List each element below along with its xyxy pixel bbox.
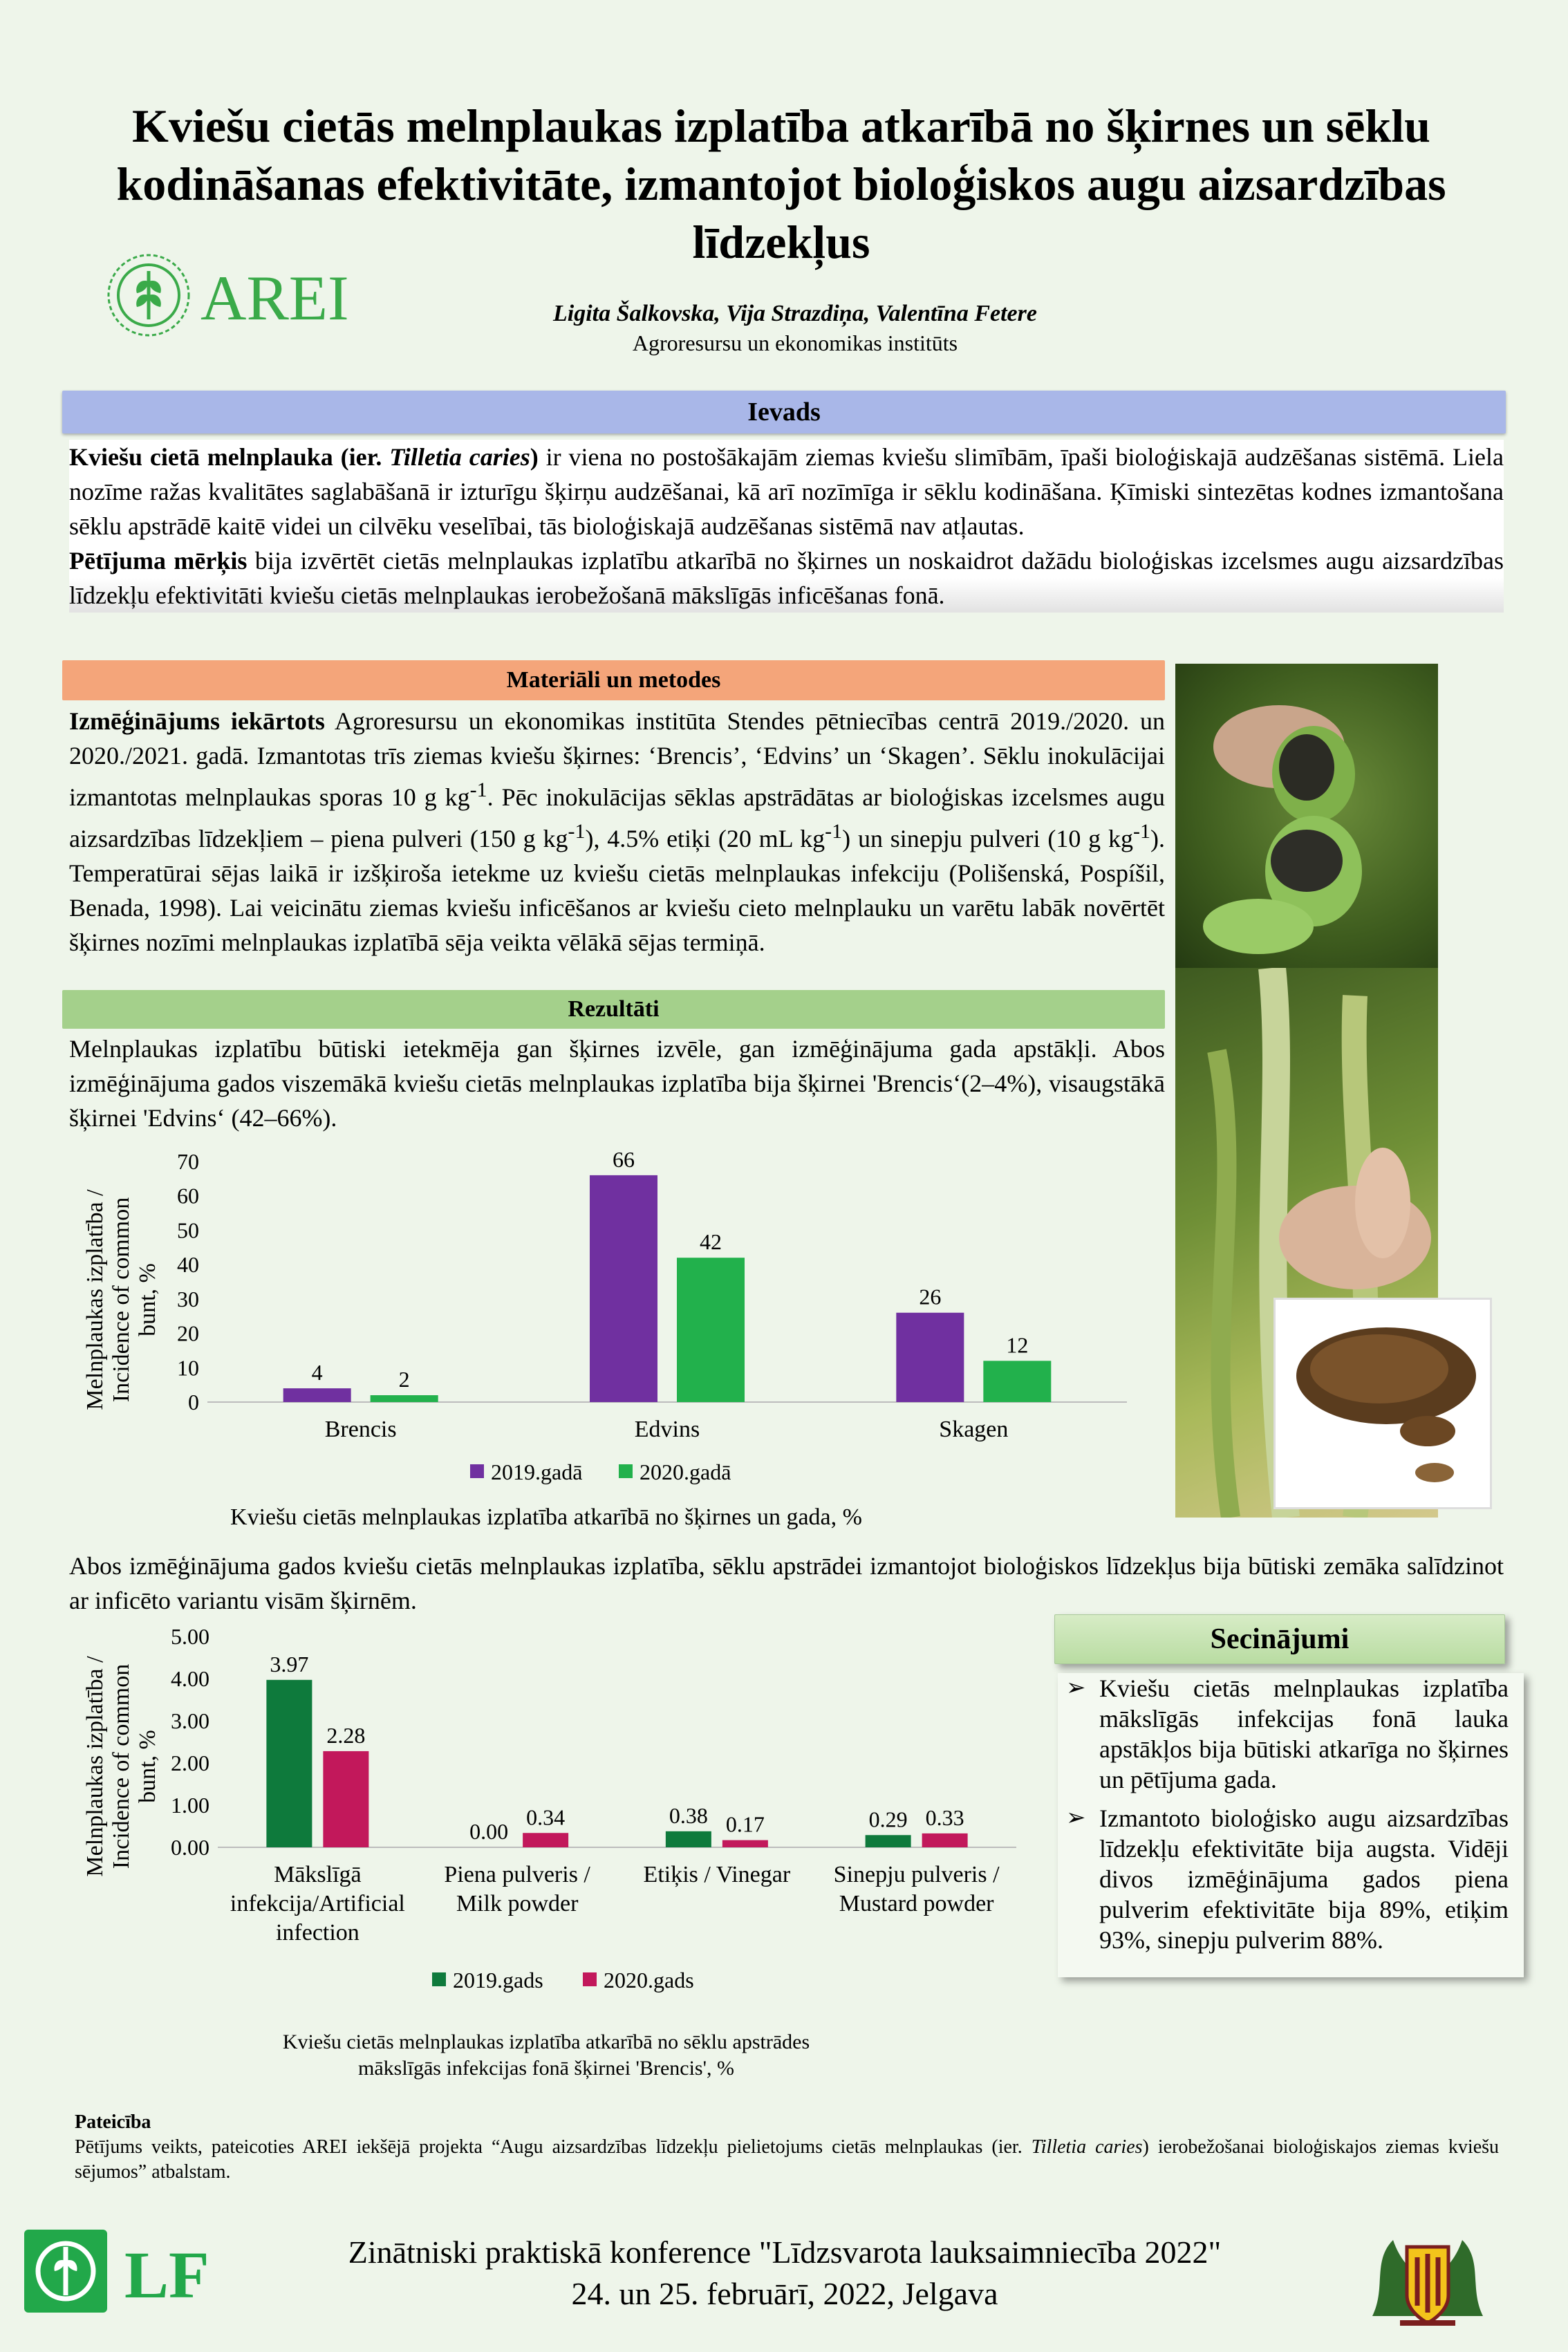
- conclusion-item: [1066, 1803, 1509, 1955]
- x-tick-label: Mākslīgā: [274, 1862, 362, 1887]
- chart1-title: Kviešu cietās melnplaukas izplatība atkarībā no šķirnes un gada, %: [230, 1504, 862, 1530]
- conclusion-item: [1066, 1673, 1509, 1795]
- y-tick-label: 0: [188, 1390, 199, 1415]
- y-tick-label: 4.00: [171, 1666, 209, 1691]
- conclusion-item-text: Izmantoto bioloģisko augu aizsardzības līdzekļu efektivitāte bija augsta. Vidēji divos izmēģinājuma gados piena pulverim efektivitāte bija 89%, etiķim 93%, sinepju pulverim 88%.: [1099, 1804, 1509, 1954]
- y-tick-label: 50: [177, 1217, 199, 1243]
- conclusions-heading-text: Secinājumi: [1210, 1623, 1350, 1655]
- legend-label: 2019.gads: [453, 1968, 543, 1992]
- chart2-ylabel-3: bunt, %: [135, 1730, 160, 1803]
- x-tick-label: Etiķis / Vinegar: [643, 1862, 791, 1887]
- photo-seeds: [1276, 1300, 1490, 1507]
- x-tick-label: Skagen: [939, 1417, 1009, 1442]
- methods-bold: Izmēģinājums iekārtots: [69, 707, 325, 735]
- intro-text: [69, 440, 1504, 613]
- arrow-bullet-icon: ➢: [1066, 1805, 1086, 1831]
- intro-text-1: ir viena no postošākajām ziemas kviešu slimībām, īpaši bioloģiskajā audzēšanas sistēmā. Liela nozīme ražas kvalitātes saglabāšanā ir izturīgu šķirņu audzēšanai, kā arī nozīmīga ir sēklu kodināšana. Ķīmiski sintezētas kodnes izmantošana sēklu apstrādē kaitē videi un cilvēku veselībai, tās bioloģiskajā audzēšanas sistēmā nav atļautas.: [69, 443, 1504, 540]
- bar: [666, 1831, 711, 1847]
- bar: [896, 1313, 964, 1402]
- authors: Ligita Šalkovska, Vija Strazdiņa, Valentīna Fetere: [553, 301, 1037, 326]
- intro-heading: [62, 391, 1506, 433]
- conference-name: Zinātniski praktiskā konference "Līdzsvarota lauksaimniecība 2022": [348, 2234, 1222, 2270]
- x-tick-label: infection: [275, 1920, 360, 1945]
- bar: [983, 1361, 1051, 1402]
- bar: [283, 1388, 351, 1402]
- methods-text-1: Agroresursu un ekonomikas institūta Stendes pētniecības centrā 2019./2020. un 2020./2021. gadā. Izmantotas trīs ziemas kviešu šķirnes: ‘Brencis’, ‘Edvins’ un ‘Skagen’. Sēklu inokulācijai izmantotas melnplaukas sporas 10 g kg: [69, 707, 1166, 811]
- data-label: 2.28: [326, 1722, 366, 1748]
- y-tick-label: 10: [177, 1355, 199, 1381]
- data-label: 0.17: [725, 1811, 765, 1837]
- results-heading-text: Rezultāti: [568, 996, 660, 1022]
- conference-date: 24. un 25. februārī, 2022, Jelgava: [571, 2276, 998, 2311]
- acknowledgement-text: [75, 2135, 1499, 2185]
- methods-heading-text: Materiāli un metodes: [506, 667, 721, 693]
- page-title: Kviešu cietās melnplaukas izplatība atkarībā no šķirnes un sēklu kodināšanas efektivitāte, izmantojot bioloģiskos augu aizsardzības līdzekļus: [116, 100, 1446, 268]
- bar: [677, 1258, 745, 1402]
- lf-logo-text: LF: [124, 2238, 209, 2312]
- data-label: 0.33: [925, 1804, 964, 1830]
- data-label: 0.34: [526, 1804, 566, 1830]
- y-tick-label: 3.00: [171, 1708, 209, 1733]
- x-tick-label: Edvins: [634, 1417, 700, 1442]
- institution: Agroresursu un ekonomikas institūts: [632, 330, 958, 355]
- x-tick-label: Sinepju pulveris /: [833, 1862, 1000, 1887]
- legend-label: 2020.gadā: [640, 1459, 731, 1484]
- x-tick-label: infekcija/Artificial: [230, 1891, 405, 1916]
- bar: [922, 1833, 968, 1847]
- chart2-title-1: Kviešu cietās melnplaukas izplatība atkarībā no sēklu apstrādes: [282, 2031, 810, 2053]
- legend-swatch: [432, 1972, 446, 1986]
- methods-sup-2: -1: [568, 820, 586, 843]
- conclusions-box: [1058, 1673, 1524, 1977]
- legend-swatch: [619, 1464, 633, 1478]
- arrow-bullet-icon: ➢: [1066, 1675, 1086, 1701]
- ack-text-1: Pētījums veikts, pateicoties AREI iekšējā projekta “Augu aizsardzības līdzekļu pielietojums cietās melnplaukas (ier.: [75, 2136, 1032, 2158]
- data-label: 42: [700, 1229, 722, 1255]
- methods-text-5: ). Temperatūrai sējas laikā ir izšķiroša ietekme uz kviešu cietās melnplaukas infekciju (Polišenská, Pospíšil, Benada, 1998). Lai veicinātu ziemas kviešu inficēšanos ar kviešu cieto melnplauku un varētu labāk novērtēt šķirnes nozīmi melnplaukas izplatībā sēja veikta vēlākā sējas termiņā.: [69, 825, 1165, 956]
- chart-treatment: [76, 1621, 1044, 2091]
- intro-heading-text: Ievads: [747, 398, 821, 427]
- y-tick-label: 30: [177, 1286, 199, 1312]
- y-tick-label: 40: [177, 1252, 199, 1278]
- data-label: 2: [398, 1367, 410, 1392]
- methods-sup-1: -1: [469, 778, 487, 801]
- x-tick-label: Milk powder: [456, 1891, 579, 1916]
- data-label: 0.00: [469, 1819, 509, 1844]
- results-text-2: Abos izmēģinājuma gados kviešu cietās melnplaukas izplatība, sēklu apstrādei izmantojot bioloģiskos līdzekļus bija būtiski zemāka salīdzinot ar inficēto variantu visām šķirnēm.: [69, 1552, 1504, 1614]
- data-label: 3.97: [270, 1651, 309, 1677]
- y-tick-label: 60: [177, 1183, 199, 1208]
- bar: [323, 1751, 368, 1847]
- acknowledgement-heading: Pateicība: [75, 2111, 151, 2133]
- intro-bold-1: Kviešu cietā melnplauka (ier.: [69, 443, 390, 471]
- aim-label: Pētījuma mērķis: [69, 547, 248, 575]
- data-label: 0.29: [868, 1807, 908, 1832]
- results-text-1: Melnplaukas izplatību būtiski ietekmēja gan šķirnes izvēle, gan izmēģinājuma gada apstākļi. Abos izmēģinājuma gados viszemākā kviešu cietās melnplaukas izplatība bija šķirnei 'Brencis‘(2–4%), visaugstākā šķirnei 'Edvins‘ (42–66%).: [69, 1035, 1165, 1132]
- chart1-ylabel-1: Melnplaukas izplatība /: [82, 1189, 108, 1410]
- chart2-title-2: mākslīgās infekcijas fonā šķirnei 'Brencis', %: [358, 2057, 734, 2080]
- bar: [866, 1835, 911, 1847]
- bar: [266, 1680, 312, 1847]
- y-tick-label: 70: [177, 1149, 199, 1174]
- y-tick-label: 2.00: [171, 1751, 209, 1775]
- lf-logo: [24, 2230, 225, 2313]
- bar: [722, 1840, 768, 1847]
- intro-bold-2: ): [530, 443, 539, 471]
- arei-logo-icon: [104, 250, 366, 340]
- methods-text-2: . Pēc inokulācijas sēklas apstrādātas ar bioloģiskas izcelsmes augu aizsardzības līdzekļiem – piena pulveri (150 g kg: [69, 783, 1165, 852]
- methods-heading: [62, 660, 1165, 700]
- bar: [590, 1175, 657, 1402]
- x-tick-label: Mustard powder: [839, 1891, 994, 1916]
- llu-emblem-icon: [1359, 2219, 1497, 2344]
- chart2-ylabel-2: Incidence of common: [109, 1663, 134, 1869]
- aim-text: bija izvērtēt cietās melnplaukas izplatību atkarībā no šķirnes un noskaidrot dažādu bioloģiskas izcelsmes augu aizsardzības līdzekļu efektivitāti kviešu cietās melnplaukas ierobežošanā mākslīgās inficēšanas fonā.: [69, 547, 1504, 609]
- methods-sup-4: -1: [1132, 820, 1150, 843]
- chart-treatment-svg: [76, 1621, 1044, 2091]
- chart-variety: [76, 1141, 1175, 1542]
- legend-label: 2020.gads: [604, 1968, 694, 1992]
- data-label: 26: [919, 1284, 942, 1309]
- chart1-ylabel-3: bunt, %: [135, 1263, 160, 1336]
- data-label: 66: [613, 1146, 635, 1172]
- x-tick-label: Brencis: [324, 1417, 397, 1442]
- conclusions-heading: [1054, 1614, 1505, 1664]
- methods-text: [69, 704, 1165, 960]
- llu-emblem: [1359, 2219, 1497, 2344]
- lf-logo-icon: [24, 2230, 225, 2313]
- y-tick-label: 1.00: [171, 1793, 209, 1818]
- conclusion-item-text: Kviešu cietās melnplaukas izplatība mākslīgās infekcijas fonā lauka apstākļos bija būtiski atkarīga no šķirnes un pētījuma gada.: [1099, 1674, 1509, 1793]
- results-heading: [62, 990, 1165, 1029]
- logo-name: AREI: [200, 263, 349, 333]
- arei-logo: [104, 250, 366, 340]
- legend-swatch: [470, 1464, 484, 1478]
- legend-swatch: [583, 1972, 597, 1986]
- bar: [523, 1833, 568, 1847]
- bar: [371, 1395, 438, 1402]
- data-label: 12: [1006, 1332, 1029, 1358]
- methods-text-3: ), 4.5% etiķi (20 mL kg: [585, 825, 825, 852]
- ack-latin-name: Tilletia caries: [1031, 2136, 1143, 2158]
- y-tick-label: 20: [177, 1320, 199, 1346]
- footer-text: [235, 2232, 1334, 2315]
- y-tick-label: 0.00: [171, 1835, 209, 1860]
- legend-label: 2019.gadā: [491, 1459, 583, 1484]
- chart1-ylabel-2: Incidence of common: [109, 1197, 134, 1403]
- chart2-ylabel-1: Melnplaukas izplatība /: [82, 1656, 108, 1877]
- methods-text-4: ) un sinepju pulveri (10 g kg: [842, 825, 1133, 852]
- methods-sup-3: -1: [825, 820, 843, 843]
- ack-text-2: ) ierobežošanai bioloģiskajos ziemas kviešu sējumos” atbalstam.: [75, 2136, 1500, 2183]
- y-tick-label: 5.00: [171, 1624, 209, 1649]
- chart-variety-svg: [76, 1141, 1175, 1542]
- data-label: 4: [311, 1360, 323, 1385]
- intro-latin-name: Tilletia caries: [389, 443, 530, 471]
- photo-bunt-kernels: [1175, 664, 1438, 968]
- x-tick-label: Piena pulveris /: [444, 1862, 590, 1887]
- acknowledgement: [75, 2110, 1499, 2185]
- data-label: 0.38: [669, 1802, 708, 1828]
